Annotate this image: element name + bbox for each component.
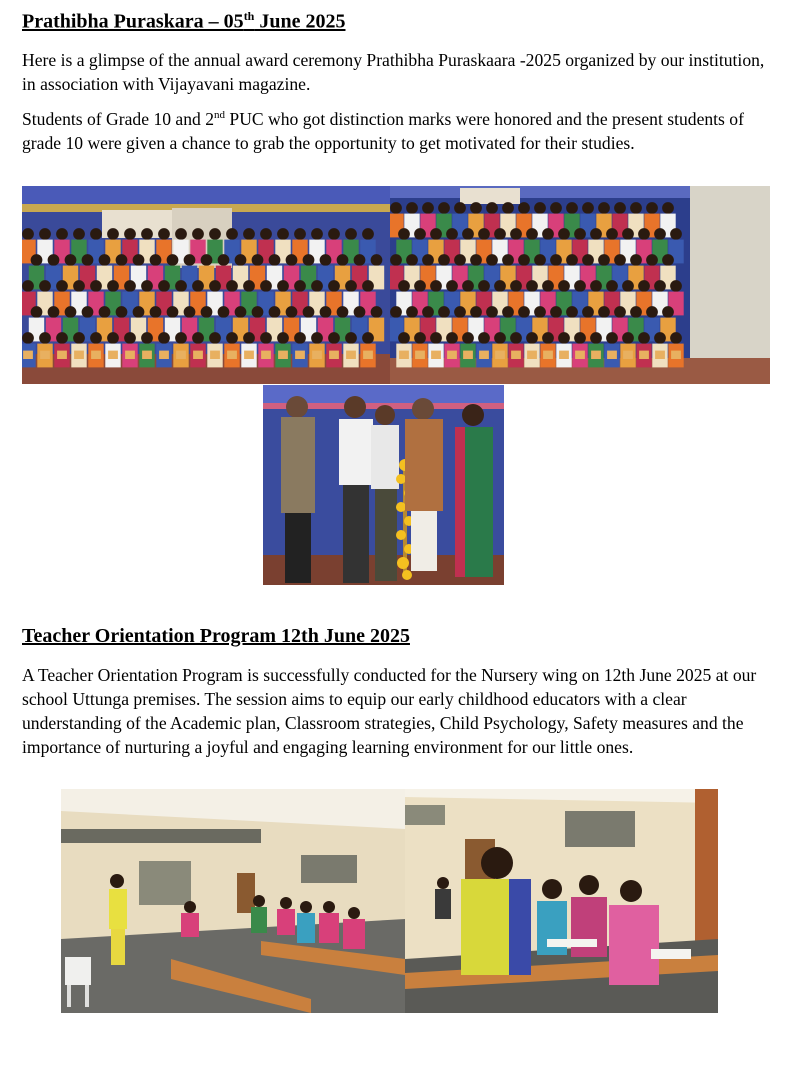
section-title-teacher-orientation: Teacher Orientation Program 12th June 2025: [22, 625, 410, 647]
paragraph-award-intro: Here is a glimpse of the annual award ceremony Prathibha Puraskaara -2025 organized by our institution, in association with Vijayavani magazine.: [22, 50, 765, 94]
paragraph-award-students: Students of Grade 10 and 2nd PUC who got distinction marks were honored and the present students of grade 10 were given a chance to grab the opportunity to get motivated for their studies.: [22, 109, 744, 153]
photo-award-group-right: [390, 186, 770, 384]
photo-lamp-lighting: [263, 385, 504, 585]
photo-classroom-right: [405, 789, 718, 1013]
section-title-prathibha: Prathibha Puraskara – 05th June 2025: [22, 9, 346, 33]
paragraph-teacher-orientation: A Teacher Orientation Program is successfully conducted for the Nursery wing on 12th June 2025 at our school Uttunga premises. The session aims to equip our early childhood educators with a clear understanding of the Academic plan, Classroom strategies, Child Psychology, Safety measures and the importance of nurturing a joyful and engaging learning environment for our little ones.: [22, 665, 757, 757]
photo-classroom-left: [61, 789, 405, 1013]
photo-award-group-left: [22, 186, 390, 384]
